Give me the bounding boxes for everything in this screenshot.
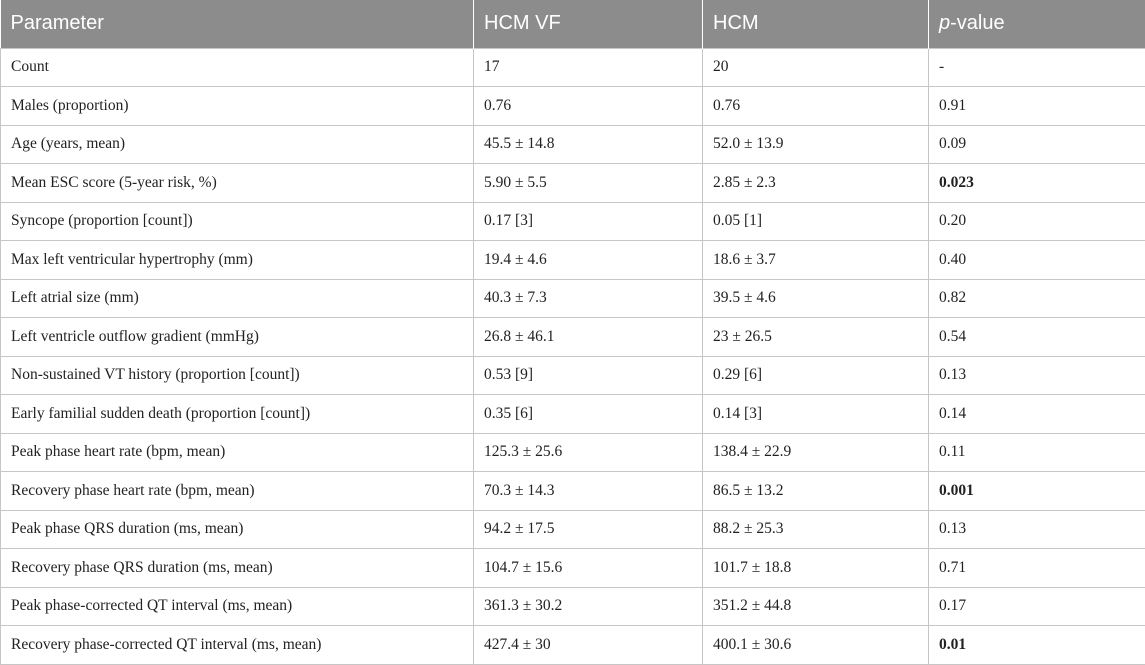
cell-hcm-vf: 0.53 [9] (474, 356, 703, 395)
cell-p-value: 0.09 (929, 125, 1145, 164)
table-row (1, 279, 1145, 318)
cell-hcm-vf: 125.3 ± 25.6 (474, 433, 703, 472)
cell-parameter: Peak phase QRS duration (ms, mean) (1, 510, 474, 549)
cell-p-value: 0.13 (929, 510, 1145, 549)
cell-p-value: 0.11 (929, 433, 1145, 472)
table-row (1, 164, 1145, 203)
cell-hcm: 400.1 ± 30.6 (703, 626, 929, 665)
cell-parameter: Recovery phase heart rate (bpm, mean) (1, 472, 474, 511)
cell-p-value: 0.40 (929, 241, 1145, 280)
header-p-value (929, 0, 1145, 48)
header-p-rest: -value (950, 12, 1004, 34)
cell-hcm: 20 (703, 48, 929, 87)
cell-hcm: 39.5 ± 4.6 (703, 279, 929, 318)
cell-hcm-vf: 0.35 [6] (474, 395, 703, 434)
cell-hcm: 18.6 ± 3.7 (703, 241, 929, 280)
cell-hcm-vf: 427.4 ± 30 (474, 626, 703, 665)
cell-hcm-vf: 40.3 ± 7.3 (474, 279, 703, 318)
cell-hcm-vf: 5.90 ± 5.5 (474, 164, 703, 203)
cell-p-value: 0.71 (929, 549, 1145, 588)
cell-hcm-vf: 94.2 ± 17.5 (474, 510, 703, 549)
cell-hcm-vf: 26.8 ± 46.1 (474, 318, 703, 357)
cell-parameter: Age (years, mean) (1, 125, 474, 164)
cell-p-value: 0.82 (929, 279, 1145, 318)
cell-parameter: Peak phase heart rate (bpm, mean) (1, 433, 474, 472)
table-row (1, 48, 1145, 87)
cell-parameter: Count (1, 48, 474, 87)
cell-hcm: 0.05 [1] (703, 202, 929, 241)
cell-parameter: Max left ventricular hypertrophy (mm) (1, 241, 474, 280)
cell-hcm: 23 ± 26.5 (703, 318, 929, 357)
header-row (1, 0, 1145, 48)
cell-parameter: Syncope (proportion [count]) (1, 202, 474, 241)
cell-p-value: 0.13 (929, 356, 1145, 395)
cell-hcm: 86.5 ± 13.2 (703, 472, 929, 511)
cell-p-value: 0.91 (929, 87, 1145, 126)
cell-hcm: 351.2 ± 44.8 (703, 587, 929, 626)
table-body (1, 48, 1145, 664)
header-hcm: HCM (703, 0, 929, 48)
cell-p-value: 0.001 (929, 472, 1145, 511)
table-row (1, 202, 1145, 241)
cell-hcm: 138.4 ± 22.9 (703, 433, 929, 472)
cell-p-value: 0.20 (929, 202, 1145, 241)
cell-hcm-vf: 19.4 ± 4.6 (474, 241, 703, 280)
table-row (1, 318, 1145, 357)
cell-hcm: 101.7 ± 18.8 (703, 549, 929, 588)
table-row (1, 356, 1145, 395)
header-parameter: Parameter (1, 0, 474, 48)
table-row (1, 472, 1145, 511)
table-row (1, 510, 1145, 549)
cell-p-value: 0.023 (929, 164, 1145, 203)
cell-hcm: 52.0 ± 13.9 (703, 125, 929, 164)
header-hcm-vf: HCM VF (474, 0, 703, 48)
cell-hcm: 0.14 [3] (703, 395, 929, 434)
table-row (1, 395, 1145, 434)
table-row (1, 587, 1145, 626)
table-row (1, 125, 1145, 164)
cell-hcm-vf: 0.76 (474, 87, 703, 126)
cell-hcm: 2.85 ± 2.3 (703, 164, 929, 203)
cell-parameter: Males (proportion) (1, 87, 474, 126)
cell-parameter: Early familial sudden death (proportion [count]) (1, 395, 474, 434)
table-row (1, 549, 1145, 588)
cell-parameter: Non-sustained VT history (proportion [count]) (1, 356, 474, 395)
cell-parameter: Recovery phase-corrected QT interval (ms, mean) (1, 626, 474, 665)
cell-hcm-vf: 361.3 ± 30.2 (474, 587, 703, 626)
cell-hcm: 0.76 (703, 87, 929, 126)
cell-hcm-vf: 0.17 [3] (474, 202, 703, 241)
table-row (1, 433, 1145, 472)
cell-hcm: 0.29 [6] (703, 356, 929, 395)
cell-p-value: 0.14 (929, 395, 1145, 434)
cell-p-value: 0.54 (929, 318, 1145, 357)
cell-hcm-vf: 45.5 ± 14.8 (474, 125, 703, 164)
cell-p-value: 0.17 (929, 587, 1145, 626)
table-row (1, 241, 1145, 280)
cell-p-value: - (929, 48, 1145, 87)
cell-hcm-vf: 104.7 ± 15.6 (474, 549, 703, 588)
cell-parameter: Left ventricle outflow gradient (mmHg) (1, 318, 474, 357)
cell-hcm-vf: 70.3 ± 14.3 (474, 472, 703, 511)
cell-hcm: 88.2 ± 25.3 (703, 510, 929, 549)
table-header (1, 0, 1145, 48)
cell-parameter: Left atrial size (mm) (1, 279, 474, 318)
table-row (1, 626, 1145, 665)
cell-hcm-vf: 17 (474, 48, 703, 87)
header-p-italic: p (939, 12, 950, 34)
cell-parameter: Peak phase-corrected QT interval (ms, mean) (1, 587, 474, 626)
cell-parameter: Mean ESC score (5-year risk, %) (1, 164, 474, 203)
cell-p-value: 0.01 (929, 626, 1145, 665)
cell-parameter: Recovery phase QRS duration (ms, mean) (1, 549, 474, 588)
table-row (1, 87, 1145, 126)
